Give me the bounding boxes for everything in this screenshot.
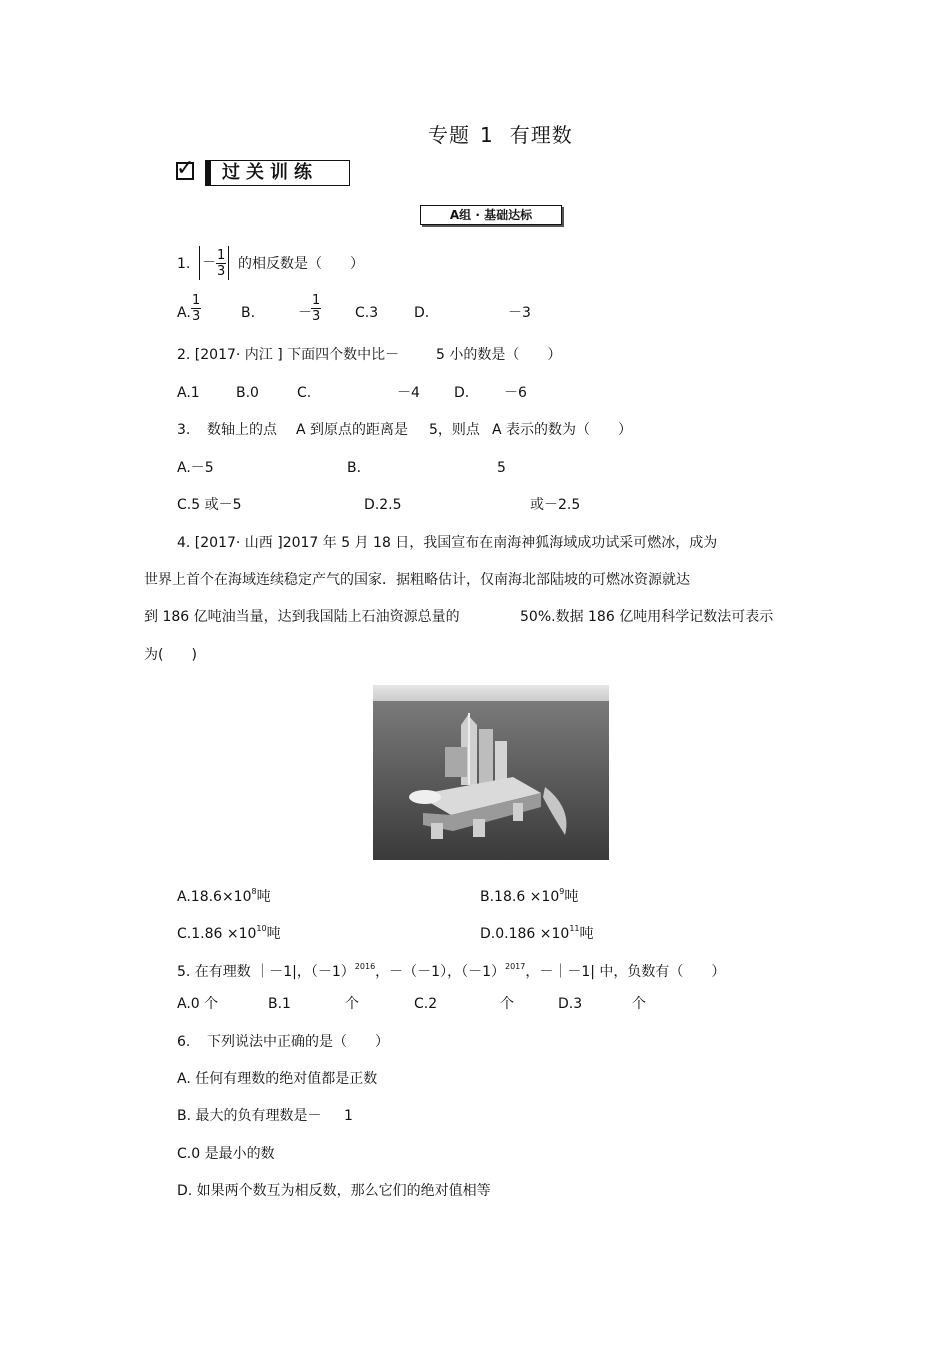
q5-option-c-unit: 个 [500, 996, 514, 1012]
q2-stem-b: 5 小的数是（ ） [436, 347, 562, 363]
q3-option-d-value: 或－2.5 [530, 497, 581, 513]
q3-option-a: A.－5 [177, 460, 214, 476]
q4-option-c: $C.1.86 \times 10^{10}$吨 [177, 924, 281, 942]
q2-option-c-label: C. [297, 385, 312, 401]
abs-bar-right [228, 246, 229, 280]
q1-option-d-value: －3 [508, 305, 531, 321]
offshore-platform-photo [373, 685, 609, 860]
q4-line-1: 4. [2017· 山西 ]2017 年 5 月 18 日，我国宣布在南海神狐海域成功试采可燃冰，成为 [177, 535, 718, 551]
q6-stem: 下列说法中正确的是（ ） [207, 1034, 389, 1050]
q5-option-b-unit: 个 [345, 996, 359, 1012]
q6-option-c: C.0 是最小的数 [177, 1146, 275, 1162]
q1-abs-expression [197, 246, 231, 282]
q5-option-d-label: D.3 [558, 996, 583, 1012]
q6-option-b: B. 最大的负有理数是－ [177, 1108, 322, 1124]
q1-option-a-label: A. [177, 305, 191, 321]
group-title: A组 · 基础达标 [449, 208, 533, 222]
q3-option-b-label: B. [347, 460, 362, 476]
q4-line-4: 为( ) [144, 647, 197, 663]
q1-option-b-fraction: $\frac{1}{3}$ [312, 293, 321, 324]
q3-option-b-value: 5 [497, 460, 506, 476]
check-mark-icon: ✓ [176, 156, 195, 181]
q5-option-b-label: B.1 [268, 996, 291, 1012]
q2-option-d-label: D. [454, 385, 470, 401]
q2-option-c-value: －4 [397, 385, 420, 401]
q4-line-3b: 50%.数据 186 亿吨用科学记数法可表示 [520, 609, 774, 625]
q1-abs-fraction: $\frac{1}{3}$ [217, 247, 226, 279]
q4-option-d: $D.0.186 \times 10^{11}$吨 [480, 924, 594, 942]
q4-line-2: 世界上首个在海域连续稳定产气的国家．据粗略估计，仅南海北部陆坡的可燃冰资源就达 [144, 572, 690, 588]
q6-option-a: A. 任何有理数的绝对值都是正数 [177, 1071, 378, 1087]
q1-stem: 的相反数是（ ） [238, 256, 364, 272]
q6-number: 6. [177, 1034, 191, 1050]
q1-option-b-sign: － [298, 305, 312, 321]
q6-option-b-value: 1 [344, 1108, 353, 1124]
page-title: 专题 1 有理数 [428, 123, 573, 147]
q4-option-a: $A.18.6\times 10^8$吨 [177, 887, 271, 905]
q3-stem-d: A 表示的数为（ ） [492, 422, 633, 438]
q5-option-a: A.0 个 [177, 996, 219, 1012]
q6-option-d: D. 如果两个数互为相反数，那么它们的绝对值相等 [177, 1183, 491, 1199]
q2-stem-a: 2. [2017· 内江 ] 下面四个数中比－ [177, 347, 400, 363]
q1-option-c: C.3 [355, 305, 379, 321]
q2-option-d-value: －6 [504, 385, 527, 401]
q1-number: 1. [177, 256, 191, 272]
q2-option-a: A.1 [177, 385, 200, 401]
q2-option-b: B.0 [236, 385, 259, 401]
q5-option-c-label: C.2 [414, 996, 438, 1012]
q1-abs-sign: － [202, 255, 216, 271]
q3-stem-a: 数轴上的点 [207, 422, 277, 438]
abs-bar-left [199, 246, 200, 280]
q1-option-b-label: B. [241, 305, 256, 321]
q3-stem-b: A 到原点的距离是 [296, 422, 409, 438]
q4-line-3a: 到 186 亿吨油当量，达到我国陆上石油资源总量的 [144, 609, 460, 625]
q4-option-b: $B.18.6 \times 10^9$吨 [480, 887, 579, 905]
section-title: 过关训练 [222, 162, 318, 183]
q5-option-d-unit: 个 [632, 996, 646, 1012]
q1-option-a-fraction: $\frac{1}{3}$ [192, 293, 201, 324]
q3-option-c: C.5 或－5 [177, 497, 242, 513]
q5-stem: 5. 在有理数 ｜－1|，$(-1)^{2016}$，－（－1），$(-1)^{2017}$，－｜－1| 中，负数有（ ） [177, 962, 726, 980]
q3-stem-c: 5，则点 [429, 422, 480, 438]
q3-number: 3. [177, 422, 191, 438]
q3-option-d-label: D.2.5 [364, 497, 402, 513]
q1-option-d-label: D. [414, 305, 430, 321]
